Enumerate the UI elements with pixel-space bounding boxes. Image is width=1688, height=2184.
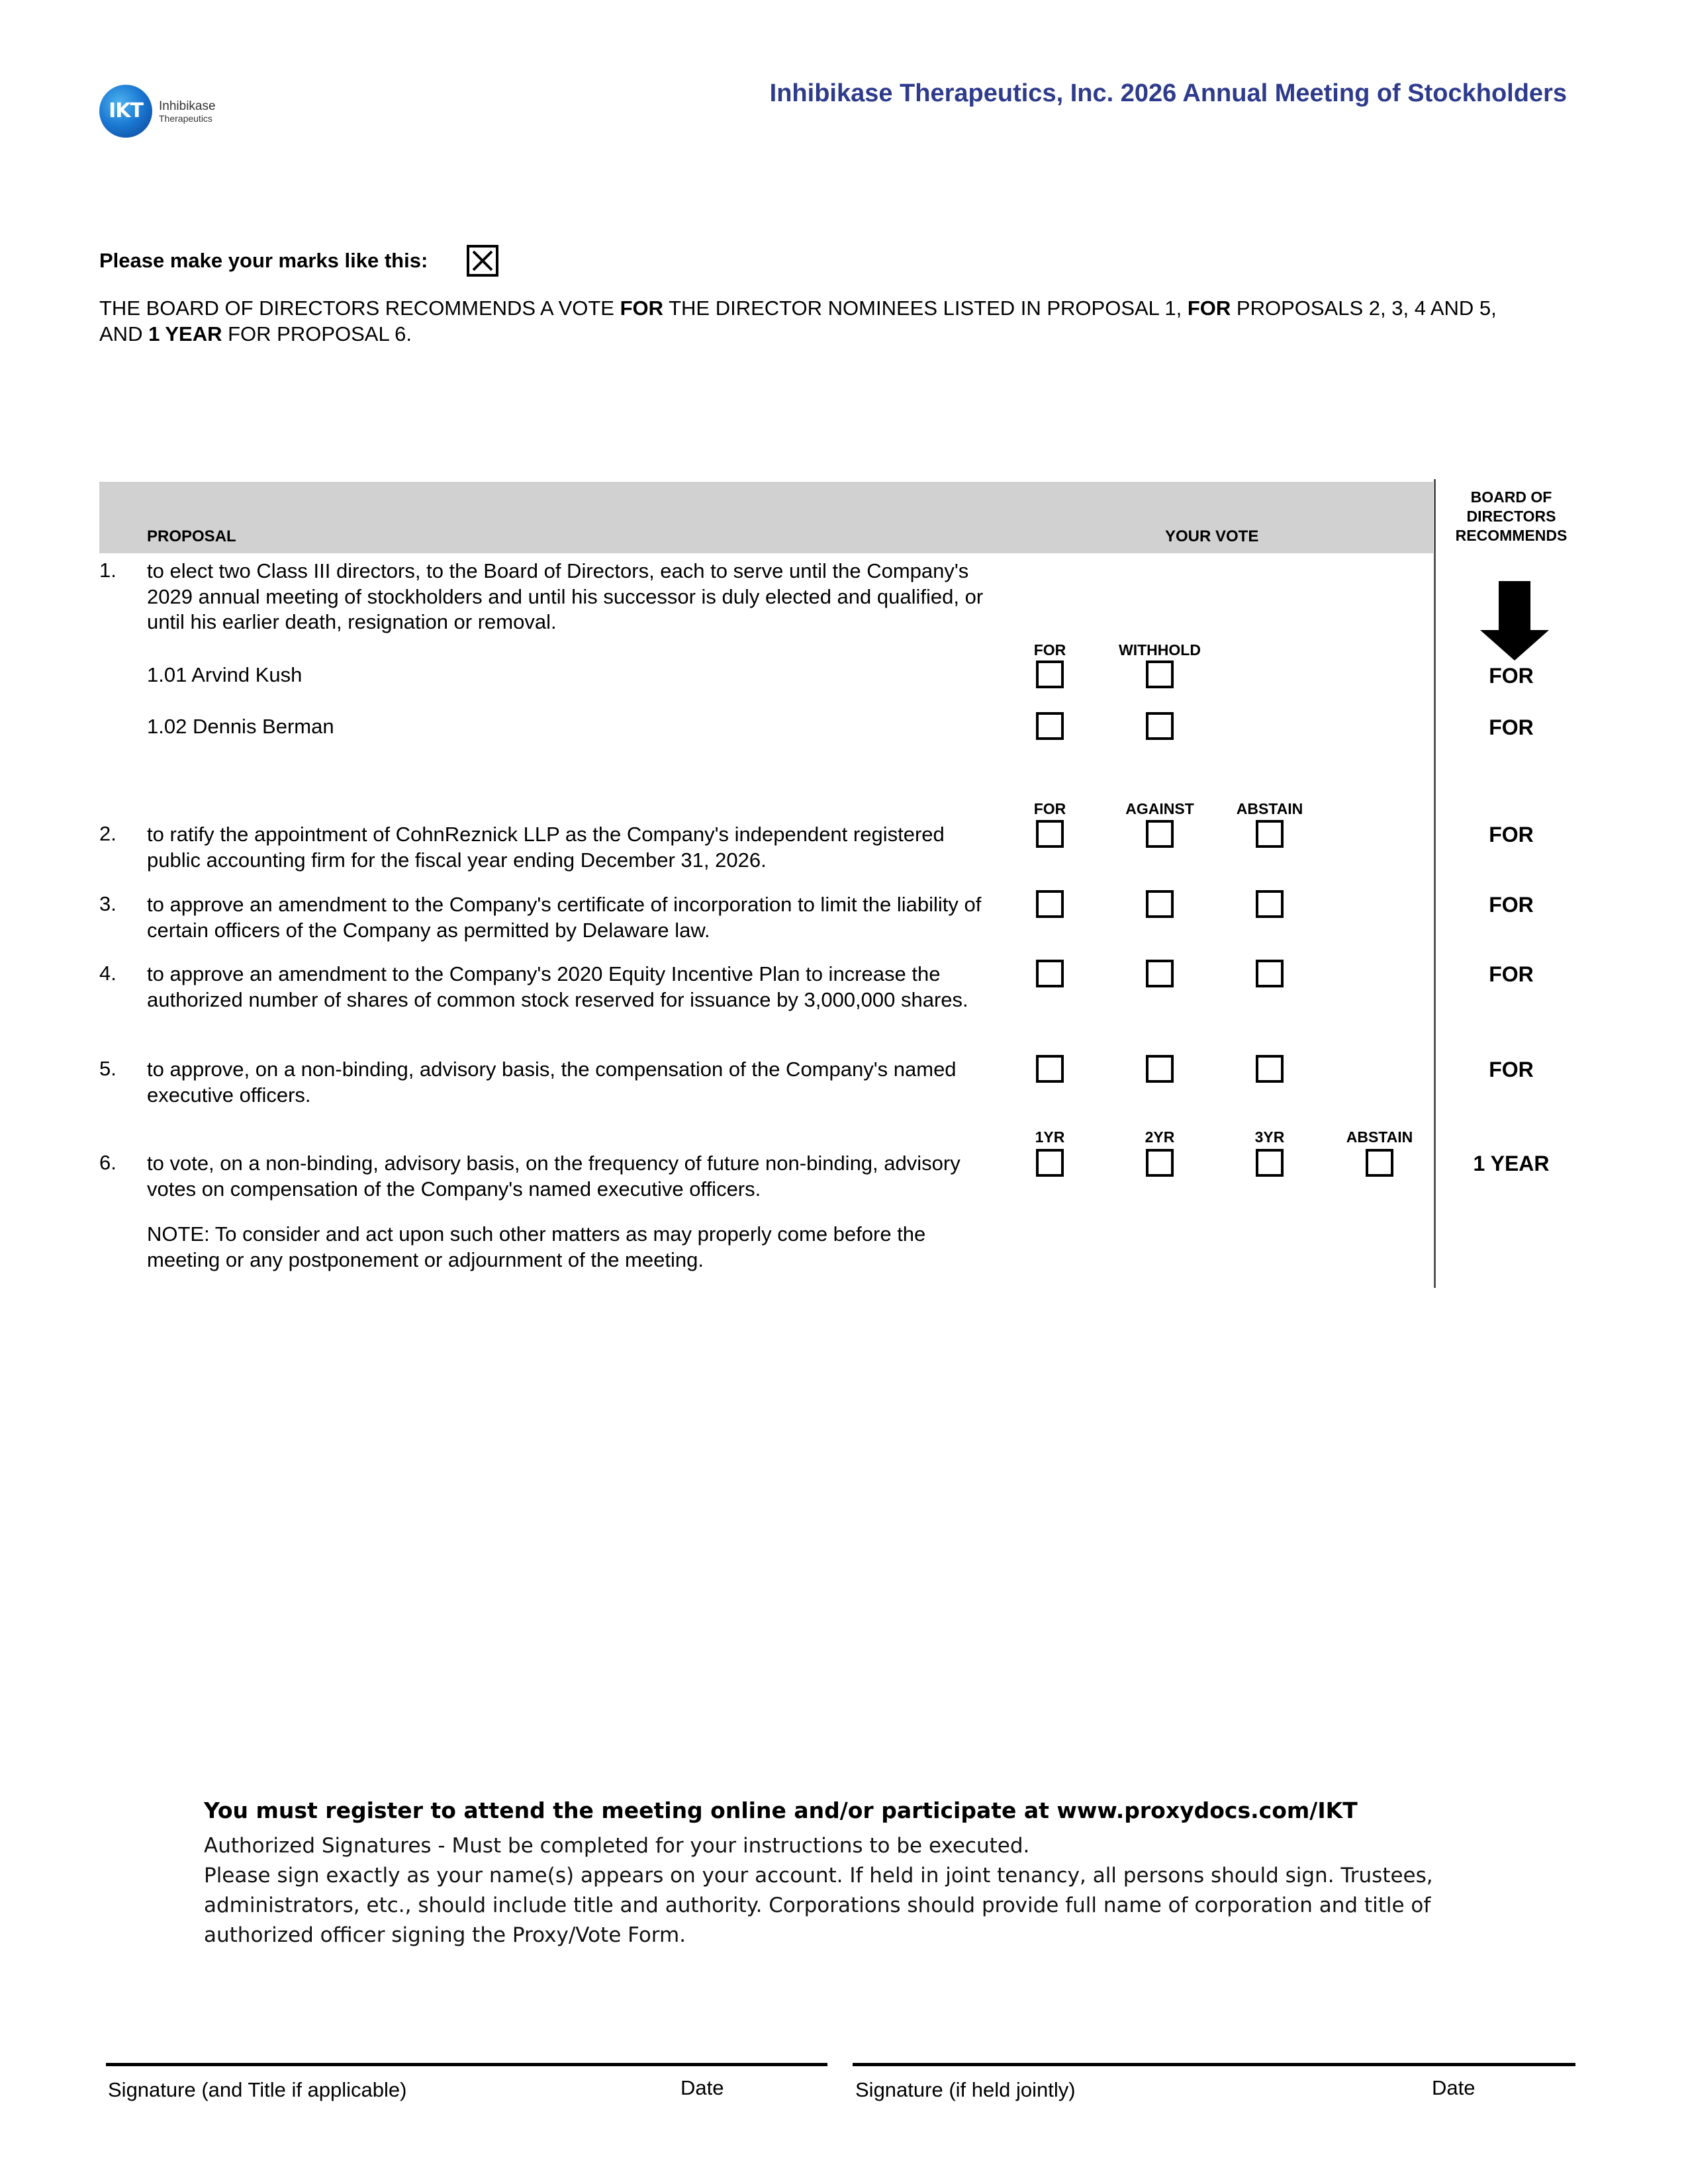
nominee-1-withhold-checkbox[interactable] bbox=[1146, 660, 1174, 688]
proposal-6-abstain-checkbox[interactable] bbox=[1366, 1149, 1393, 1177]
col-for-header: FOR bbox=[1033, 641, 1066, 659]
proposal-5-number: 5. bbox=[99, 1057, 117, 1080]
proposal-2-against-checkbox[interactable] bbox=[1146, 820, 1174, 848]
col-against-header: AGAINST bbox=[1125, 800, 1194, 817]
proposal-6-text: to vote, on a non-binding, advisory basis, on the frequency of future non-binding, advisory votes on compensation of the Company's named executive officers. bbox=[147, 1152, 961, 1201]
proposal-3-against-checkbox[interactable] bbox=[1146, 890, 1174, 918]
proposal-3-abstain-checkbox[interactable] bbox=[1256, 890, 1284, 918]
page-title: Inhibikase Therapeutics, Inc. 2026 Annual Meeting of Stockholders bbox=[769, 79, 1567, 107]
proposal-3-number: 3. bbox=[99, 892, 117, 915]
proposal-6-number: 6. bbox=[99, 1151, 117, 1174]
header-proposal: PROPOSAL bbox=[147, 527, 236, 545]
board-recommendation-statement bbox=[99, 295, 1503, 347]
proposal-6-3yr-checkbox[interactable] bbox=[1256, 1149, 1284, 1177]
proposal-5-text: to approve, on a non-binding, advisory basis, the compensation of the Company's named executive officers. bbox=[147, 1058, 957, 1107]
col-withhold-header: WITHHOLD bbox=[1119, 641, 1201, 659]
signing-instructions: Please sign exactly as your name(s) appears on your account. If held in joint tenancy, all persons should sign. Trustees, administrators, etc., should include title and authority. Corporations should provide full name of corporation and title of authorized officer signing the Proxy/Vote Form. bbox=[204, 1864, 1433, 1947]
recommend-text-1: THE BOARD OF DIRECTORS RECOMMENDS A VOTE bbox=[99, 296, 620, 320]
col-2yr-header: 2YR bbox=[1145, 1128, 1175, 1146]
nominee-1-for-checkbox[interactable] bbox=[1036, 660, 1064, 688]
header-board-recommends: BOARD OF DIRECTORS RECOMMENDS bbox=[1455, 488, 1568, 544]
register-notice: You must register to attend the meeting online and/or participate at www.proxydocs.com/IKT bbox=[204, 1797, 1358, 1823]
signature-2-line[interactable] bbox=[853, 2063, 1575, 2066]
proposal-2-number: 2. bbox=[99, 822, 117, 845]
proposal-2-abstain-checkbox[interactable] bbox=[1256, 820, 1284, 848]
proposal-6-1yr-checkbox[interactable] bbox=[1036, 1149, 1064, 1177]
recommend-bold-3: 1 YEAR bbox=[148, 322, 222, 345]
col-for-header-2: FOR bbox=[1033, 800, 1066, 817]
date-2-label: Date bbox=[1432, 2076, 1476, 2099]
nominee-2-label: 1.02 Dennis Berman bbox=[147, 715, 334, 738]
proposal-4-number: 4. bbox=[99, 962, 117, 985]
nominee-1-label: 1.01 Arvind Kush bbox=[147, 663, 303, 686]
marks-instruction: Please make your marks like this: bbox=[99, 249, 428, 272]
date-1-label: Date bbox=[680, 2076, 724, 2099]
col-abstain-header-6: ABSTAIN bbox=[1346, 1128, 1413, 1146]
signature-2-label: Signature (if held jointly) bbox=[855, 2078, 1076, 2101]
proposal-2-recommendation: FOR bbox=[1489, 823, 1534, 846]
nominee-2-withhold-checkbox[interactable] bbox=[1146, 712, 1174, 740]
recommend-text-4: FOR PROPOSAL 6. bbox=[222, 322, 412, 345]
header-your-vote: YOUR VOTE bbox=[1165, 527, 1259, 545]
signature-1-label: Signature (and Title if applicable) bbox=[108, 2078, 407, 2101]
logo-mark: IKT bbox=[109, 99, 143, 122]
proposal-2-for-checkbox[interactable] bbox=[1036, 820, 1064, 848]
signature-1-line[interactable] bbox=[106, 2063, 827, 2066]
recommend-bold-1: FOR bbox=[620, 296, 664, 320]
proposal-3-for-checkbox[interactable] bbox=[1036, 890, 1064, 918]
proposal-5-recommendation: FOR bbox=[1489, 1058, 1534, 1081]
col-1yr-header: 1YR bbox=[1035, 1128, 1065, 1146]
proposal-4-for-checkbox[interactable] bbox=[1036, 960, 1064, 987]
nominee-1-recommendation: FOR bbox=[1489, 664, 1534, 688]
col-3yr-header: 3YR bbox=[1254, 1128, 1285, 1146]
recommend-bold-2: FOR bbox=[1187, 296, 1231, 320]
proposal-4-recommendation: FOR bbox=[1489, 962, 1534, 986]
logo-name: Inhibikase bbox=[159, 99, 216, 113]
proposal-3-recommendation: FOR bbox=[1489, 893, 1534, 917]
proposal-6-recommendation: 1 YEAR bbox=[1473, 1152, 1550, 1175]
col-abstain-header: ABSTAIN bbox=[1236, 800, 1303, 817]
nominee-2-for-checkbox[interactable] bbox=[1036, 712, 1064, 740]
authorized-signatures-text: Authorized Signatures - Must be completed for your instructions to be executed. bbox=[204, 1834, 1030, 1858]
recommend-text-2: THE DIRECTOR NOMINEES LISTED IN PROPOSAL 1, bbox=[663, 296, 1188, 320]
nominee-2-recommendation: FOR bbox=[1489, 715, 1534, 739]
proposal-2-text: to ratify the appointment of CohnReznick LLP as the Company's independent registered public accounting firm for the fiscal year ending December 31, 2026. bbox=[147, 823, 945, 872]
proposal-4-against-checkbox[interactable] bbox=[1146, 960, 1174, 987]
proposal-4-abstain-checkbox[interactable] bbox=[1256, 960, 1284, 987]
logo-subtitle: Therapeutics bbox=[159, 113, 212, 124]
company-logo bbox=[99, 85, 258, 138]
proposal-5-against-checkbox[interactable] bbox=[1146, 1055, 1174, 1083]
proposal-4-text: to approve an amendment to the Company's 2020 Equity Incentive Plan to increase the authorized number of shares of common stock reserved for issuance by 3,000,000 shares. bbox=[147, 962, 968, 1011]
example-checked-box-icon bbox=[467, 245, 498, 277]
proposal-1-number: 1. bbox=[99, 559, 117, 582]
proposal-3-text: to approve an amendment to the Company's certificate of incorporation to limit the liability of certain officers of the Company as permitted by Delaware law. bbox=[147, 893, 982, 942]
board-column-divider bbox=[1434, 479, 1436, 1288]
proposal-5-abstain-checkbox[interactable] bbox=[1256, 1055, 1284, 1083]
proposal-6-2yr-checkbox[interactable] bbox=[1146, 1149, 1174, 1177]
recommendation-arrow-icon bbox=[1480, 581, 1549, 660]
proposal-1-text: to elect two Class III directors, to the Board of Directors, each to serve until the Company's 2029 annual meeting of stockholders and until his successor is duly elected and qualified, or until his earlier death, resignation or removal. bbox=[147, 559, 984, 633]
proposal-5-for-checkbox[interactable] bbox=[1036, 1055, 1064, 1083]
note-text: NOTE: To consider and act upon such other matters as may properly come before the meeting or any postponement or adjournment of the meeting. bbox=[147, 1222, 926, 1271]
recommend-text-3: PROPOSALS 2, 3, 4 AND 5, AND bbox=[99, 296, 1497, 345]
